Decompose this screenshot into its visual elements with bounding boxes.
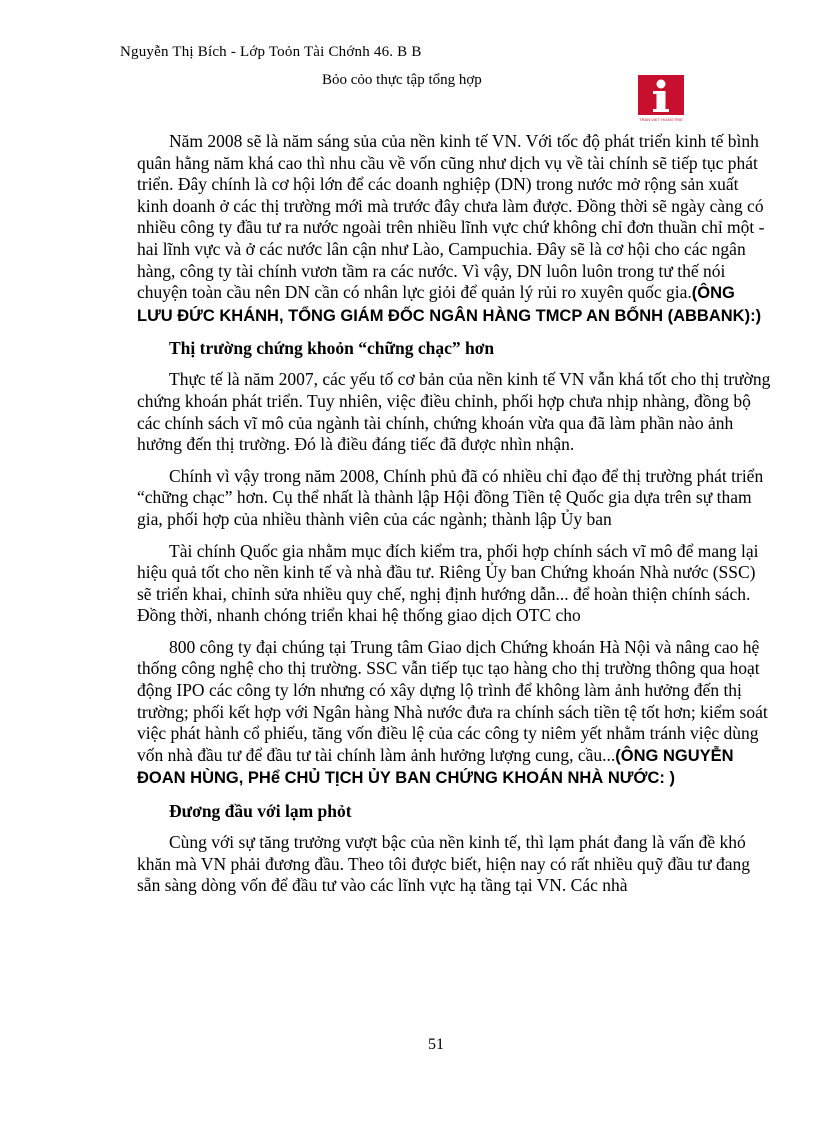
paragraph-1-text: Năm 2008 sẽ là năm sáng sủa của nền kinh tế VN. Với tốc độ phát triển kinh tế bình quân hằng năm khá cao thì nhu cầu về vốn cũng như dịch vụ về tài chính sẽ tiếp tục phát triển. Đây chính là cơ hội lớn để các doanh nghiệp (DN) trong nước mở rộng sản xuất kinh doanh ở các thị trường mới mà trước đây chưa làm được. Đồng thời sẽ ngày càng có nhiều công ty đầu tư ra nước ngoài trên nhiều lĩnh vực chứ không chỉ đơn thuần chỉ một - hai lĩnh vực và ở các nước lân cận như Lào, Campuchia. Đây sẽ là cơ hội cho các ngân hàng, công ty tài chính vươn tầm ra các nước. Vì vậy, DN luôn luôn trong tư thế nói chuyện toàn cầu nên DN cần có nhân lực giỏi để quản lý rủi ro xuyên quốc gia. (137, 131, 765, 303)
paragraph-6: Cùng với sự tăng trưởng vượt bậc của nền kinh tế, thì lạm phát đang là vấn đề khó khăn mà VN phải đương đầu. Theo tôi được biết, hiện nay có rất nhiều quỹ đầu tư đang sẵn sàng dòng vốn để đầu tư vào các lĩnh vực hạ tầng tại VN. Các nhà (137, 832, 750, 896)
section-heading-inflation: Đương đầu với lạm phỏt (169, 801, 352, 822)
paragraph-1-quote-source: (ÔNG LƯU ĐỨC KHÁNH, TỔNG GIÁM ĐỐC NGÂN HÀNG TMCP AN BỐNH (ABBANK):) (137, 284, 762, 325)
paragraph-1 (137, 131, 772, 327)
paragraph-3: Chính vì vậy trong năm 2008, Chính phủ đã có nhiều chỉ đạo để thị trường phát triển “chững chạc” hơn. Cụ thể nhất là thành lập Hội đồng Tiền tệ Quốc gia dựa trên sự tham gia, phối hợp của nhiều thành viên của các ngành; thành lập Ủy ban (137, 465, 764, 529)
document-body (137, 131, 772, 897)
header-author-line: Nguyễn Thị Bích - Lớp Toỏn Tài Chớnh 46. B B (120, 44, 422, 60)
section-heading-stock-market: Thị trường chứng khoỏn “chững chạc” hơn (169, 338, 495, 359)
paragraph-5 (137, 637, 772, 790)
page-number: 51 (428, 1036, 444, 1053)
header-report-title: Bỏo cỏo thực tập tổng hợp (322, 72, 482, 88)
paragraph-5-quote-source: (ÔNG NGUYỄN ĐOAN HÙNG, PHể CHỦ TỊCH ỦY BAN CHỨNG KHOÁN NHÀ NƯỚC: ) (137, 746, 734, 788)
paragraph-2: Thực tế là năm 2007, các yếu tố cơ bản của nền kinh tế VN vẫn khá tốt cho thị trường chứng khoán phát triển. Tuy nhiên, việc điều chỉnh, phối hợp chưa nhịp nhàng, đồng bộ các chính sách vĩ mô của ngành tài chính, chứng khoán vừa qua đã làm phần nào ảnh hưởng đến thị trường. Đó là điều đáng tiếc đã được nhìn nhận. (137, 369, 771, 455)
logo (638, 75, 684, 123)
paragraph-5-text: 800 công ty đại chúng tại Trung tâm Giao dịch Chứng khoán Hà Nội và nâng cao hệ thống công nghệ cho thị trường. SSC vẫn tiếp tục tạo hàng cho thị trường thông qua hoạt động IPO các công ty lớn nhưng có xây dựng lộ trình để không làm ảnh hưởng đến thị trường; phối kết hợp với Ngân hàng Nhà nước đưa ra chính sách tiền tệ tốt hơn; kiểm soát việc phát hành cổ phiếu, tăng vốn điều lệ của các công ty niêm yết nhằm tránh việc dùng vốn nhà đầu tư để đầu tư tài chính làm ảnh hưởng lượng cung, cầu... (137, 636, 768, 765)
paragraph-4: Tài chính Quốc gia nhằm mục đích kiểm tra, phối hợp chính sách vĩ mô để mang lại hiệu quả tốt cho nền kinh tế và nhà đầu tư. Riêng Ủy ban Chứng khoán Nhà nước (SSC) sẽ triển khai, chỉnh sửa nhiều quy chế, nghị định hướng dẫn... để hoàn thiện chính sách. Đồng thời, nhanh chóng triển khai hệ thống giao dịch OTC cho (137, 540, 759, 626)
svg-text:TRAN VIET HOAN TRIE: TRAN VIET HOAN TRIE (639, 117, 683, 122)
